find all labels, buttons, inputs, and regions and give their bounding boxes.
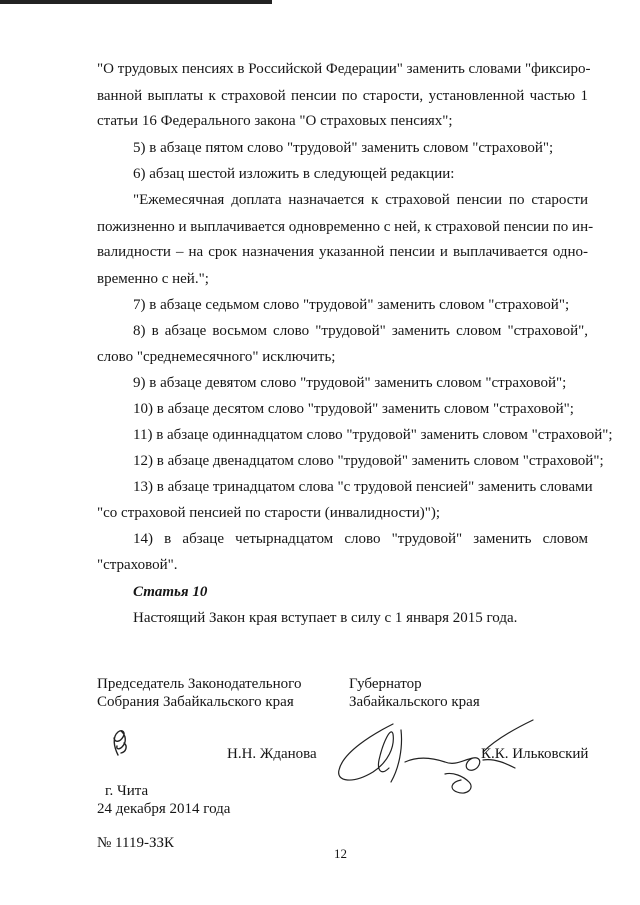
- article-heading: Статья 10: [133, 584, 208, 600]
- left-signatory-name: Н.Н. Жданова: [227, 746, 317, 762]
- signing-date: 24 декабря 2014 года: [97, 801, 231, 817]
- law-number: № 1119-ЗЗК: [97, 835, 174, 851]
- text-line: 13) в абзаце тринадцатом слова "с трудовой пенсией" заменить словами: [133, 479, 593, 495]
- text-line: статьи 16 Федерального закона "О страховых пенсиях";: [97, 113, 453, 129]
- left-signatory-title: Председатель Законодательного: [97, 676, 302, 692]
- text-line: пожизненно и выплачивается одновременно с ней, к страховой пенсии по ин-: [97, 219, 594, 235]
- text-line: 12) в абзаце двенадцатом слово "трудовой" заменить словом "страховой";: [133, 453, 604, 469]
- text-line: 14) в абзаце четырнадцатом слово "трудовой" заменить словом: [133, 531, 588, 547]
- text-line: 8) в абзаце восьмом слово "трудовой" заменить словом "страховой",: [133, 323, 588, 339]
- left-signature-icon: [108, 728, 134, 758]
- text-line: 10) в абзаце десятом слово "трудовой" заменить словом "страховой";: [133, 401, 574, 417]
- right-signatory-name: К.К. Ильковский: [481, 746, 589, 762]
- text-line: ванной выплаты к страховой пенсии по старости, установленной частью 1: [97, 88, 588, 104]
- text-line: "О трудовых пенсиях в Российской Федерации" заменить словами "фиксиро-: [97, 61, 591, 77]
- page-number: 12: [334, 846, 347, 861]
- scan-edge-line: [0, 0, 272, 4]
- text-line: "со страховой пенсией по старости (инвалидности)");: [97, 505, 441, 521]
- text-line: "Ежемесячная доплата назначается к страховой пенсии по старости: [133, 192, 588, 208]
- text-line: 5) в абзаце пятом слово "трудовой" заменить словом "страховой";: [133, 140, 554, 156]
- text-line: временно с ней.";: [97, 271, 209, 287]
- left-signatory-title: Собрания Забайкальского края: [97, 694, 294, 710]
- text-line: "страховой".: [97, 557, 178, 573]
- article-text: Настоящий Закон края вступает в силу с 1 января 2015 года.: [133, 610, 518, 626]
- right-signatory-title: Забайкальского края: [349, 694, 480, 710]
- place-of-signing: г. Чита: [105, 783, 149, 799]
- text-line: 9) в абзаце девятом слово "трудовой" заменить словом "страховой";: [133, 375, 567, 391]
- text-line: 7) в абзаце седьмом слово "трудовой" заменить словом "страховой";: [133, 297, 570, 313]
- right-signatory-title: Губернатор: [349, 676, 422, 692]
- text-line: валидности – на срок назначения указанной пенсии и выплачивается одно-: [97, 244, 588, 260]
- text-line: слово "среднемесячного" исключить;: [97, 349, 336, 365]
- text-line: 11) в абзаце одиннадцатом слово "трудовой" заменить словом "страховой";: [133, 427, 613, 443]
- text-line: 6) абзац шестой изложить в следующей редакции:: [133, 166, 455, 182]
